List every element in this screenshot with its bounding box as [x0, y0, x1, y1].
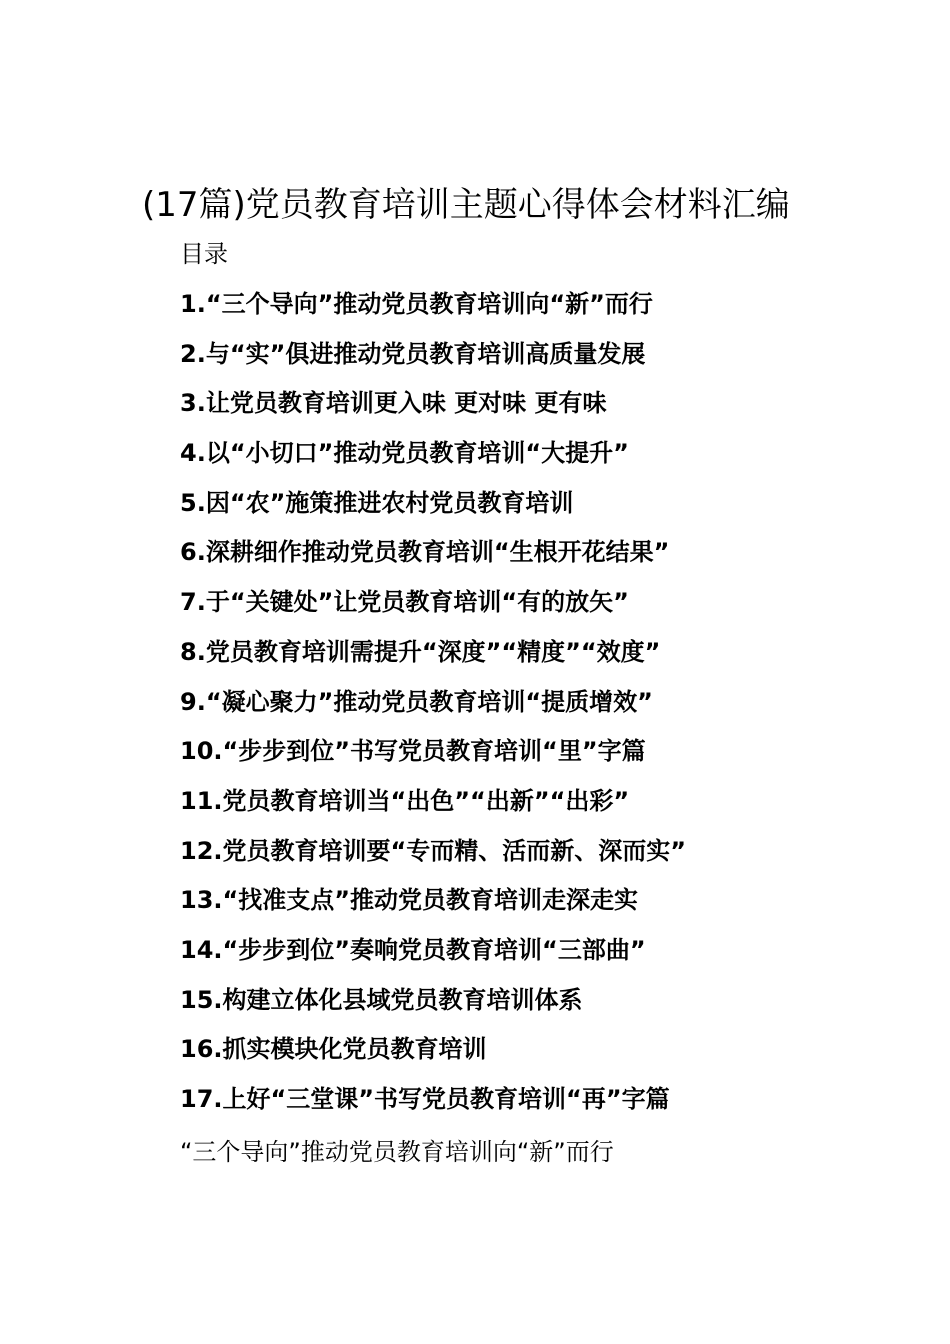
- toc-item[interactable]: 9.“凝心聚力”推动党员教育培训“提质增效”: [180, 687, 653, 716]
- toc-item[interactable]: 6.深耕细作推动党员教育培训“生根开花结果”: [180, 538, 670, 567]
- toc-item[interactable]: 11.党员教育培训当“出色”“出新”“出彩”: [180, 786, 630, 815]
- document-title: (17篇)党员教育培训主题心得体会材料汇编: [142, 185, 790, 225]
- toc-item[interactable]: 2.与“实”俱进推动党员教育培训高质量发展: [180, 339, 646, 368]
- section-title: “三个导向”推动党员教育培训向“新”而行: [180, 1138, 614, 1166]
- toc-item[interactable]: 10.“步步到位”书写党员教育培训“里”字篇: [180, 737, 646, 766]
- toc-item[interactable]: 4.以“小切口”推动党员教育培训“大提升”: [180, 439, 629, 468]
- toc-item[interactable]: 8.党员教育培训需提升“深度”“精度”“效度”: [180, 637, 661, 666]
- toc-item[interactable]: 13.“找准支点”推动党员教育培训走深走实: [180, 886, 639, 915]
- toc-item[interactable]: 14.“步步到位”奏响党员教育培训“三部曲”: [180, 935, 646, 964]
- toc-item[interactable]: 15.构建立体化县域党员教育培训体系: [180, 985, 583, 1014]
- toc-item[interactable]: 1.“三个导向”推动党员教育培训向“新”而行: [180, 290, 653, 318]
- table-of-contents: [180, 286, 686, 1131]
- toc-item[interactable]: 16.抓实模块化党员教育培训: [180, 1035, 487, 1064]
- toc-item[interactable]: 12.党员教育培训要“专而精、活而新、深而实”: [180, 836, 687, 865]
- toc-item[interactable]: 3.让党员教育培训更入味 更对味 更有味: [180, 389, 607, 418]
- toc-item[interactable]: 17.上好“三堂课”书写党员教育培训“再”字篇: [180, 1085, 670, 1113]
- toc-item[interactable]: 5.因“农”施策推进农村党员教育培训: [180, 488, 574, 517]
- toc-item[interactable]: 7.于“关键处”让党员教育培训“有的放矢”: [180, 588, 629, 617]
- toc-heading: 目录: [180, 240, 228, 268]
